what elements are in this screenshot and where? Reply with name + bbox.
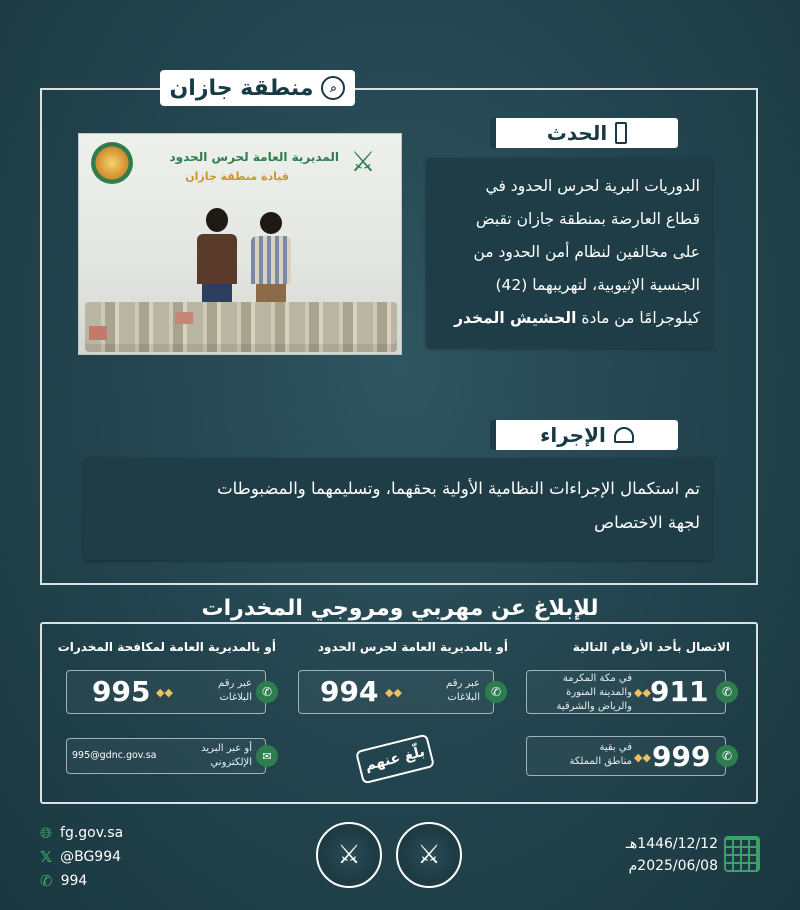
number-995[interactable]: 995 [92,675,151,708]
search-map-icon: ⌕ [321,76,345,100]
date-gregorian: 2025/06/08م [628,858,718,874]
number-994[interactable]: 994 [320,675,379,708]
seized-packages [85,302,397,352]
desc-994: عبر رقم البلاغات [446,678,480,703]
col-left-header: أو بالمديرية العامة لمكافحة المخدرات [57,640,276,654]
report-them-stamp: بلّغ عنهم [355,734,435,785]
report-title: للإبلاغ عن مهربي ومروجي المخدرات [201,596,599,621]
phone-icon: ✆ [40,872,53,890]
action-line: لجهة الاختصاص [594,513,700,532]
event-line: الجنسية الإثيوبية، لتهريبهما (42) [495,276,700,294]
action-text-box [84,458,712,560]
desc-995: عبر رقم البلاغات [218,678,252,703]
number-911[interactable]: 911 [650,675,709,708]
arrow-icon: ◆◆ [634,686,651,699]
arrow-icon: ◆◆ [385,686,402,699]
region-title: ⌕ منطقة جازان [160,70,355,106]
action-title: الإجراء [490,420,678,450]
phone-icon: ✆ [256,681,278,703]
col-right-header: الاتصال بأحد الأرقام التالية [572,640,730,654]
border-guard-emblem: ⚔ [396,822,462,888]
desc-999: في بقية مناطق المملكة [569,742,632,767]
desc-911: في مكة المكرمة والمدينة المنورة والرياض والشرقية [556,673,632,712]
photo-org-name: المديرية العامة لحرس الحدود [169,150,339,164]
event-line: كيلوجرامًا من مادة الحشيش المخدر [454,309,700,327]
arrow-icon: ◆◆ [156,686,173,699]
website-link[interactable]: 🌐︎ fg.gov.sa [40,824,124,842]
narcotics-control-emblem: ⚔ [316,822,382,888]
x-icon: 𝕏 [40,848,53,866]
event-line: على مخالفين لنظام أمن الحدود من [473,243,700,261]
date-hijri: 1446/12/12هـ [625,836,718,852]
radio-icon [615,122,627,144]
globe-icon: 🌐︎ [40,824,53,842]
email-icon: ✉ [256,745,278,767]
event-text-box [426,158,712,348]
arrow-icon: ◆◆ [634,751,651,764]
action-line: تم استكمال الإجراءات النظامية الأولية بحقهما، وتسليمهما والمضبوطات [217,479,700,498]
seizure-photo [78,133,402,355]
border-guard-emblem [91,142,133,184]
desc-email: أو عبر البريد الإلكتروني [201,743,252,768]
email-address[interactable]: 995@gdnc.gov.sa [72,750,157,761]
ministry-emblem: ⚔ [350,145,376,178]
photo-command: قيادة منطقة جازان [185,170,289,183]
calendar-icon [724,836,760,872]
siren-icon [614,427,634,443]
suspect-figure [197,208,237,308]
suspect-figure [251,212,291,308]
event-title: الحدث [490,118,678,148]
phone-icon: ✆ [716,681,738,703]
event-line: قطاع العارضة بمنطقة جازان تقبض [475,210,700,228]
phone-link[interactable]: ✆ 994 [40,872,88,890]
number-999[interactable]: 999 [652,740,711,773]
event-line: الدوريات البرية لحرس الحدود في [485,177,700,195]
phone-icon: ✆ [485,681,507,703]
phone-icon: ✆ [716,745,738,767]
twitter-link[interactable]: 𝕏 @BG994 [40,848,122,866]
col-mid-header: أو بالمديرية العامة لحرس الحدود [317,640,508,654]
